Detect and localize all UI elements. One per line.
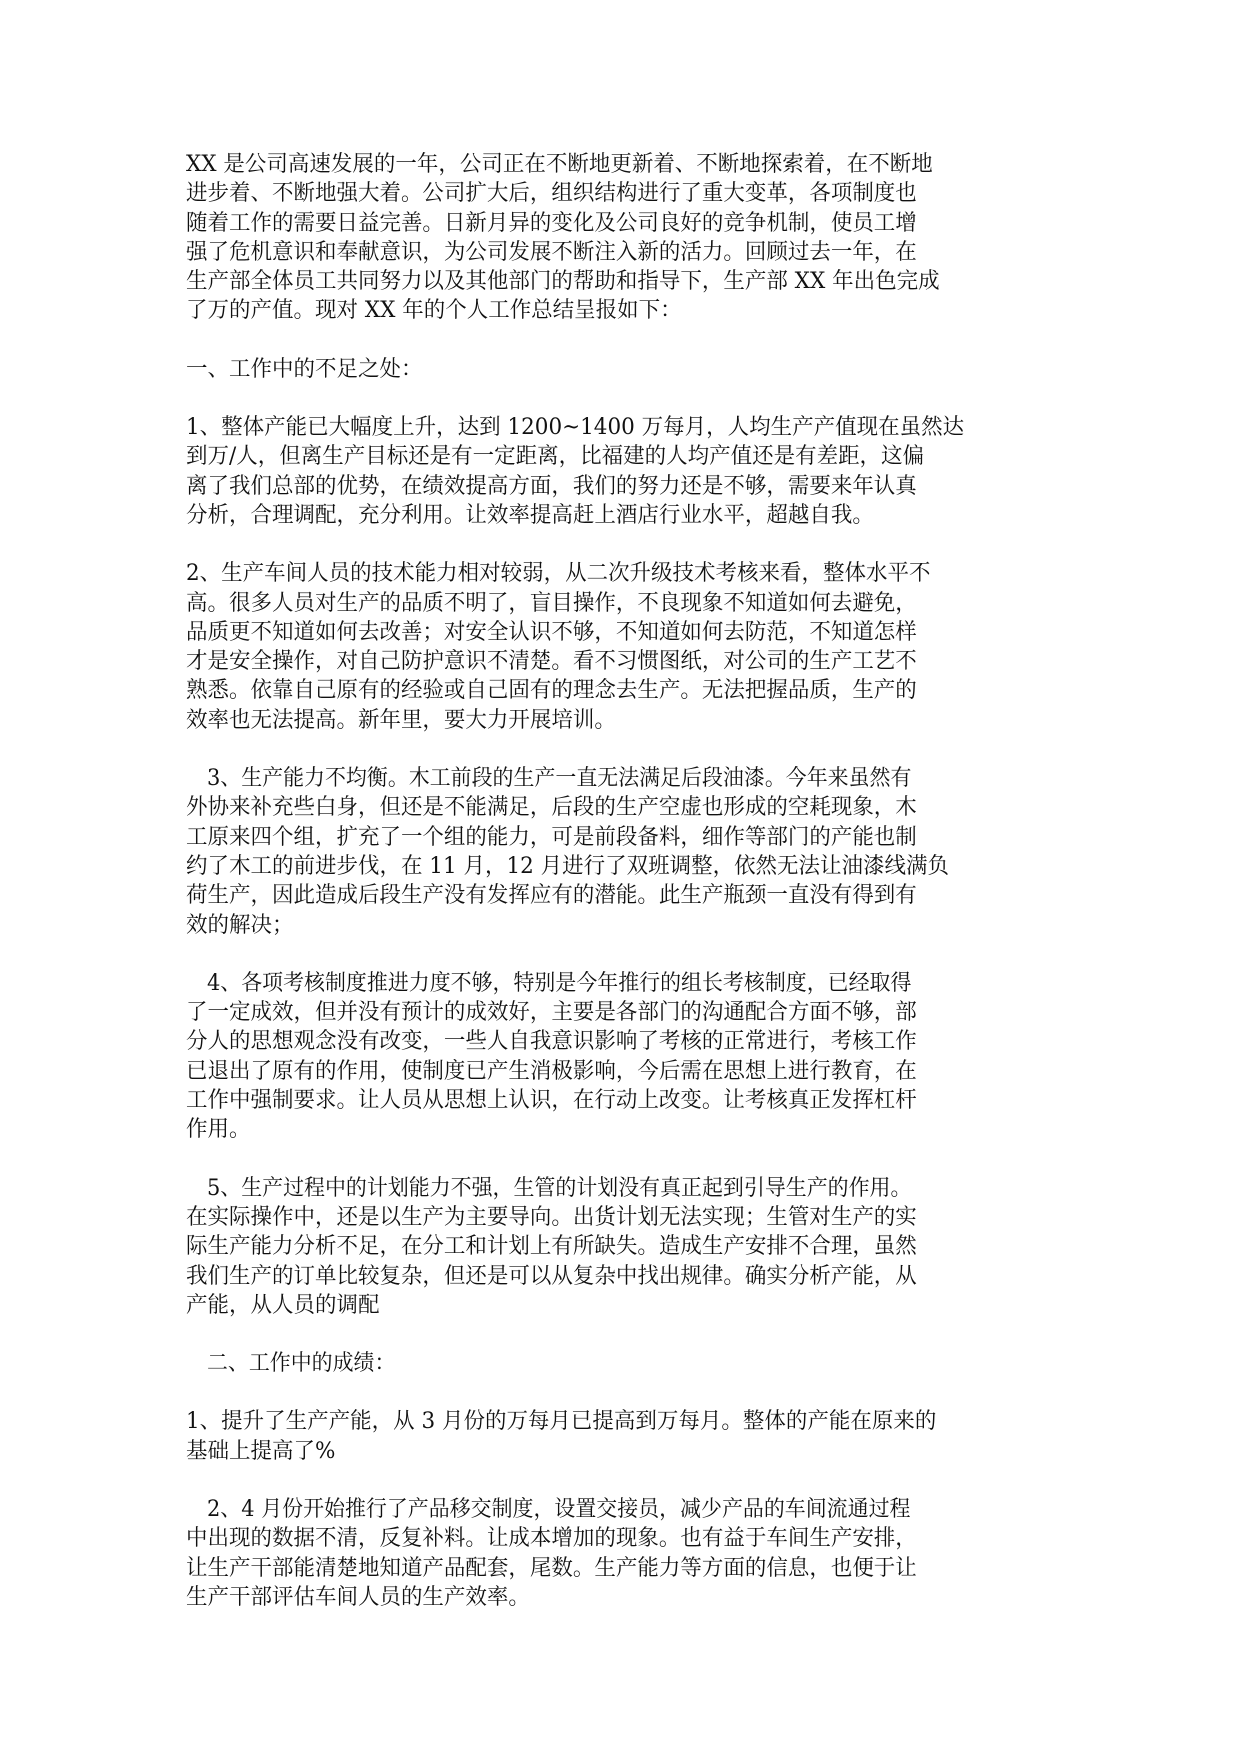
text-line: 品质更不知道如何去改善；对安全认识不够，不知道如何去防范，不知道怎样 [186, 619, 917, 645]
text-line: 工原来四个组，扩充了一个组的能力，可是前段备料，细作等部门的产能也制 [186, 824, 917, 850]
text-line: 我们生产的订单比较复杂，但还是可以从复杂中找出规律。确实分析产能，从 [186, 1263, 917, 1289]
text-line: 效率也无法提高。新年里，要大力开展培训。 [186, 707, 616, 733]
achievement-item-1 [186, 1407, 1066, 1466]
text-line: 2、生产车间人员的技术能力相对较弱，从二次升级技术考核来看，整体水平不 [186, 561, 931, 587]
text-line: 基础上提高了% [186, 1438, 336, 1464]
text-line: 1、整体产能已大幅度上升，达到 1200~1400 万每月，人均生产产值现在虽然达 [186, 415, 965, 441]
text-line: 外协来补充些白身，但还是不能满足，后段的生产空虚也形成的空耗现象，木 [186, 795, 917, 821]
shortcoming-item-3 [186, 764, 1066, 940]
text-line: 分析，合理调配，充分利用。让效率提高赶上酒店行业水平，超越自我。 [186, 502, 874, 528]
text-line: 进步着、不断地强大着。公司扩大后，组织结构进行了重大变革，各项制度也 [186, 181, 917, 207]
text-line: 荷生产，因此造成后段生产没有发挥应有的潜能。此生产瓶颈一直没有得到有 [186, 883, 917, 909]
text-line: 强了危机意识和奉献意识，为公司发展不断注入新的活力。回顾过去一年，在 [186, 239, 917, 265]
shortcoming-item-4 [186, 969, 1066, 1145]
text-line: 分人的思想观念没有改变，一些人自我意识影响了考核的正常进行，考核工作 [186, 1029, 917, 1055]
text-line: 4、各项考核制度推进力度不够，特别是今年推行的组长考核制度，已经取得 [206, 970, 912, 996]
section-heading-achievements [186, 1349, 1066, 1378]
text-line: 高。很多人员对生产的品质不明了，盲目操作，不良现象不知道如何去避免， [186, 590, 917, 616]
text-line: 已退出了原有的作用，使制度已产生消极影响，今后需在思想上进行教育，在 [186, 1058, 917, 1084]
text-line: 际生产能力分析不足，在分工和计划上有所缺失。造成生产安排不合理，虽然 [186, 1234, 917, 1260]
text-line: 3、生产能力不均衡。木工前段的生产一直无法满足后段油漆。今年来虽然有 [206, 766, 912, 792]
shortcoming-item-5 [186, 1174, 1066, 1320]
section-heading-shortcomings [186, 355, 1066, 384]
text-line: 1、提升了生产产能，从 3 月份的万每月已提高到万每月。整体的产能在原来的 [186, 1409, 937, 1435]
shortcoming-item-1 [186, 413, 1066, 530]
text-line: 到万/人，但离生产目标还是有一定距离，比福建的人均产值还是有差距，这偏 [186, 444, 925, 470]
text-line: 5、生产过程中的计划能力不强，生管的计划没有真正起到引导生产的作用。 [206, 1175, 912, 1201]
text-line: XX 是公司高速发展的一年，公司正在不断地更新着、不断地探索着，在不断地 [186, 152, 933, 177]
text-line: 熟悉。依靠自己原有的经验或自己固有的理念去生产。无法把握品质，生产的 [186, 678, 917, 704]
text-line: 离了我们总部的优势，在绩效提高方面，我们的努力还是不够，需要来年认真 [186, 473, 917, 499]
text-line: 产能，从人员的调配 [186, 1292, 380, 1318]
text-line: 生产部全体员工共同努力以及其他部门的帮助和指导下，生产部 XX 年出色完成 [186, 269, 940, 295]
text-line: 在实际操作中，还是以生产为主要导向。出货计划无法实现；生管对生产的实 [186, 1204, 917, 1230]
shortcoming-item-2 [186, 559, 1066, 735]
heading-text: 一、工作中的不足之处： [186, 356, 423, 382]
text-line: 中出现的数据不清，反复补料。让成本增加的现象。也有益于车间生产安排， [186, 1526, 917, 1552]
text-line: 约了木工的前进步伐，在 11 月，12 月进行了双班调整，依然无法让油漆线满负 [186, 853, 950, 879]
intro-paragraph [186, 150, 1066, 326]
text-line: 2、4 月份开始推行了产品移交制度，设置交接员，减少产品的车间流通过程 [206, 1496, 911, 1522]
heading-text: 二、工作中的成绩： [206, 1351, 396, 1377]
achievement-item-2 [186, 1495, 1066, 1612]
text-line: 了万的产值。现对 XX 年的个人工作总结呈报如下： [186, 298, 682, 324]
text-line: 工作中强制要求。让人员从思想上认识，在行动上改变。让考核真正发挥杠杆 [186, 1088, 917, 1114]
text-line: 才是安全操作，对自己防护意识不清楚。看不习惯图纸，对公司的生产工艺不 [186, 649, 917, 675]
text-line: 了一定成效，但并没有预计的成效好，主要是各部门的沟通配合方面不够，部 [186, 1000, 917, 1026]
text-line: 生产干部评估车间人员的生产效率。 [186, 1584, 530, 1610]
document-page [186, 150, 1066, 1612]
text-line: 作用。 [186, 1117, 251, 1143]
text-line: 让生产干部能清楚地知道产品配套，尾数。生产能力等方面的信息，也便于让 [186, 1555, 917, 1581]
text-line: 随着工作的需要日益完善。日新月异的变化及公司良好的竞争机制，使员工增 [186, 210, 917, 236]
text-line: 效的解决； [186, 912, 294, 938]
